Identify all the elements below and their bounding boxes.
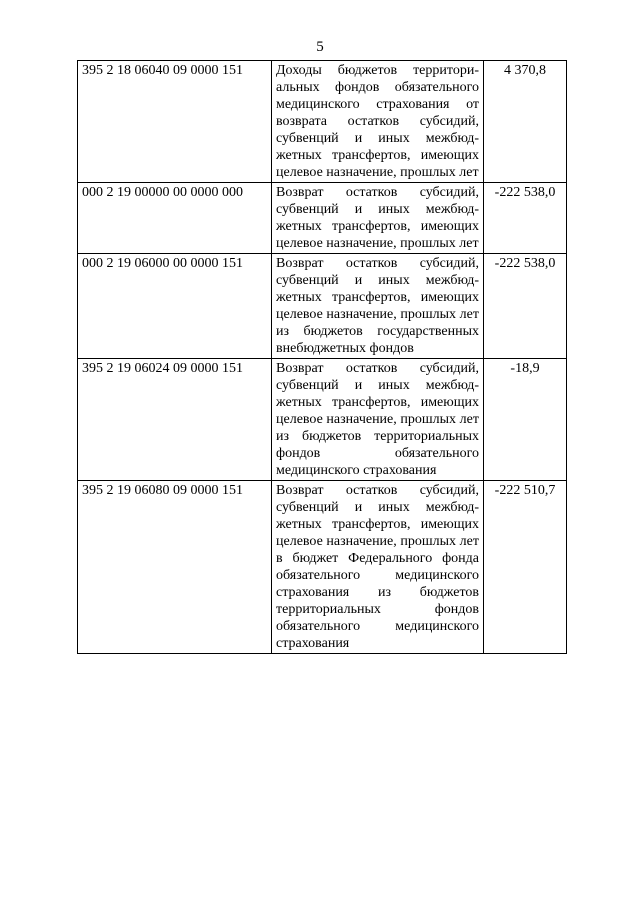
table-row [78,359,567,481]
revenue-name-cell: Возврат остатков субсидий, субвенций и иных межбюджетных трансфертов, имеющих целевое назначение, прошлых лет [272,183,484,254]
revenue-name-cell: Доходы бюджетов территориальных фондов обязательного медицинского страхования от возврата остатков субсидий, субвенций и иных межбюджетных трансфертов, имеющих целевое назначение, прошлых лет [272,61,484,183]
table-row [78,254,567,359]
page-number: 5 [316,39,324,55]
revenue-code-cell: 000 2 19 00000 00 0000 000 [78,183,272,254]
revenue-code-cell: 000 2 19 06000 00 0000 151 [78,254,272,359]
amount-cell: 4 370,8 [484,61,567,183]
revenue-name-cell: Возврат остатков субсидий, субвенций и иных межбюджетных трансфертов, имеющих целевое назначение, прошлых лет из бюджетов государственных внебюджетных фондов [272,254,484,359]
revenue-name-cell: Возврат остатков субсидий, субвенций и иных межбюджетных трансфертов, имеющих целевое назначение, прошлых лет в бюджет Федерального фонда обязательного медицинского страхования из бюджетов территориальных фондов обязательного медицинского страхования [272,481,484,654]
table-row [78,183,567,254]
table-row [78,61,567,183]
amount-cell: -222 510,7 [484,481,567,654]
revenue-name-cell: Возврат остатков субсидий, субвенций и иных межбюджетных трансфертов, имеющих целевое назначение, прошлых лет из бюджетов территориальных фондов обязательного медицинского страхования [272,359,484,481]
revenue-code-cell: 395 2 18 06040 09 0000 151 [78,61,272,183]
amount-cell: -222 538,0 [484,183,567,254]
amount-cell: -222 538,0 [484,254,567,359]
table-row [78,481,567,654]
budget-revenue-table [77,60,567,654]
revenue-code-cell: 395 2 19 06024 09 0000 151 [78,359,272,481]
revenue-code-cell: 395 2 19 06080 09 0000 151 [78,481,272,654]
amount-cell: -18,9 [484,359,567,481]
